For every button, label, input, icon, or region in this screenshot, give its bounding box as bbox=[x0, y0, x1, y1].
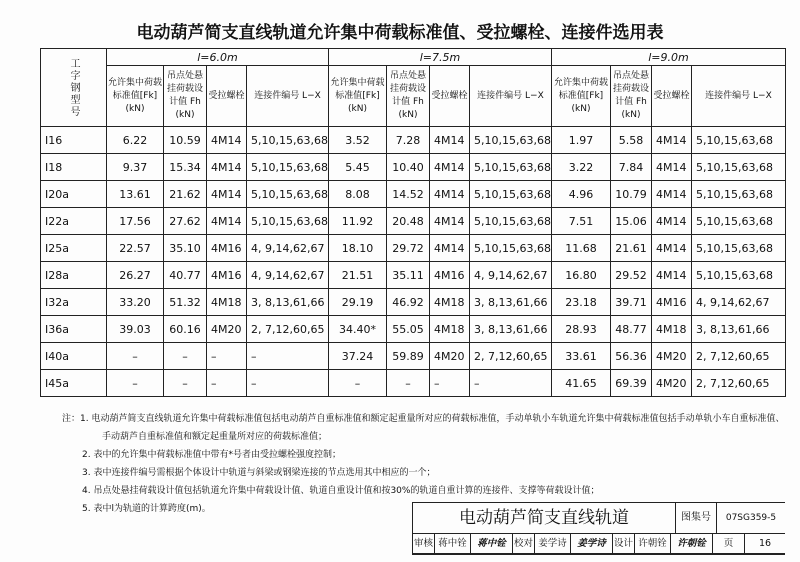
checker-signature: 姜学诗 bbox=[571, 534, 613, 553]
header-sub-2-3: 连接件编号 L−X bbox=[691, 66, 785, 127]
table-cell: 28.93 bbox=[551, 316, 610, 343]
table-cell: 40.77 bbox=[164, 262, 207, 289]
table-cell: 4M14 bbox=[207, 127, 247, 154]
table-cell: 4M16 bbox=[207, 235, 247, 262]
table-cell: 35.10 bbox=[164, 235, 207, 262]
note-1: 1. 电动葫芦简支直线轨道允许集中荷载标准值包括电动葫芦自重标准值和额定起重量所对应的荷载标准值，手动单轨小车轨道允许集中荷载标准值包括手动单轨小车自重标准值、 bbox=[80, 414, 785, 424]
designer-signature: 许朝铨 bbox=[671, 534, 713, 553]
review-label: 审核 bbox=[413, 534, 435, 553]
table-cell: 5,10,15,63,68 bbox=[469, 208, 551, 235]
table-cell: 10.79 bbox=[610, 181, 651, 208]
table-cell: 29.72 bbox=[386, 235, 429, 262]
table-cell: – bbox=[386, 370, 429, 397]
table-cell: – bbox=[107, 370, 164, 397]
table-cell: 27.62 bbox=[164, 208, 207, 235]
table-cell: 41.65 bbox=[551, 370, 610, 397]
header-sub-0-0: 允许集中荷载标准值[Fk](kN) bbox=[107, 66, 164, 127]
table-cell: 4, 9,14,62,67 bbox=[247, 235, 329, 262]
header-sub-2-0: 允许集中荷载标准值[Fk](kN) bbox=[551, 66, 610, 127]
table-cell: – bbox=[429, 370, 469, 397]
table-cell: 15.34 bbox=[164, 154, 207, 181]
table-cell: 4M14 bbox=[651, 208, 691, 235]
table-cell: 4M14 bbox=[207, 208, 247, 235]
checker: 姜学诗 bbox=[535, 534, 571, 553]
table-cell: – bbox=[247, 343, 329, 370]
atlas-number: 07SG359-5 bbox=[717, 503, 785, 534]
table-cell: 14.52 bbox=[386, 181, 429, 208]
table-cell: – bbox=[207, 343, 247, 370]
table-cell: 5.58 bbox=[610, 127, 651, 154]
page-number: 16 bbox=[758, 538, 772, 549]
note-4: 4. 吊点处悬挂荷载设计值包括轨道允许集中荷载设计值、轨道自重设计值和按30%的轨道自重计算的连接件、支撑等荷载设计值； bbox=[82, 486, 600, 496]
table-cell: 46.92 bbox=[386, 289, 429, 316]
table-cell: 22.57 bbox=[107, 235, 164, 262]
table-cell: 13.61 bbox=[107, 181, 164, 208]
table-cell: 4M20 bbox=[651, 370, 691, 397]
table-cell: 51.32 bbox=[164, 289, 207, 316]
table-cell: 10.59 bbox=[164, 127, 207, 154]
note-3: 3. 表中连接件编号需根据个体设计中轨道与斜梁或钢梁连接的节点选用其中相应的一个； bbox=[82, 468, 436, 478]
steel-type-cell: I18 bbox=[41, 154, 107, 181]
table-row bbox=[41, 343, 786, 370]
steel-type-cell: I36a bbox=[41, 316, 107, 343]
table-cell: 2, 7,12,60,65 bbox=[691, 370, 785, 397]
table-cell: 7.84 bbox=[610, 154, 651, 181]
header-span-0: l=6.0m bbox=[107, 49, 329, 66]
reviewer-signature: 蒋中铨 bbox=[471, 534, 513, 553]
table-cell: 26.27 bbox=[107, 262, 164, 289]
table-cell: 56.36 bbox=[610, 343, 651, 370]
table-cell: 3, 8,13,61,66 bbox=[469, 289, 551, 316]
reviewer: 蒋中铨 bbox=[435, 534, 471, 553]
header-sub-1-2: 受拉螺栓 bbox=[429, 66, 469, 127]
table-cell: 5,10,15,63,68 bbox=[691, 181, 785, 208]
header-row-span bbox=[41, 49, 786, 66]
atlas-label: 图集号 bbox=[676, 503, 717, 534]
header-sub-1-1: 吊点处悬挂荷载设计值 Fh (kN) bbox=[386, 66, 429, 127]
table-cell: 5,10,15,63,68 bbox=[247, 208, 329, 235]
table-cell: 4, 9,14,62,67 bbox=[247, 262, 329, 289]
table-cell: 59.89 bbox=[386, 343, 429, 370]
table-cell: 21.61 bbox=[610, 235, 651, 262]
table-cell: – bbox=[207, 370, 247, 397]
table-cell: 2, 7,12,60,65 bbox=[691, 343, 785, 370]
table-cell: 4M14 bbox=[207, 181, 247, 208]
header-sub-0-2: 受拉螺栓 bbox=[207, 66, 247, 127]
table-cell: 4M14 bbox=[651, 262, 691, 289]
table-cell: 4M14 bbox=[429, 235, 469, 262]
table-cell: 5,10,15,63,68 bbox=[691, 127, 785, 154]
table-cell: 5,10,15,63,68 bbox=[691, 235, 785, 262]
table-cell: – bbox=[164, 343, 207, 370]
table-cell: 20.48 bbox=[386, 208, 429, 235]
header-span-2: l=9.0m bbox=[551, 49, 785, 66]
table-cell: 3, 8,13,61,66 bbox=[247, 289, 329, 316]
header-steel-type: 工字钢型号 bbox=[41, 49, 107, 127]
header-sub-2-2: 受拉螺栓 bbox=[651, 66, 691, 127]
header-sub-0-1: 吊点处悬挂荷载设计值 Fh (kN) bbox=[164, 66, 207, 127]
table-cell: 18.10 bbox=[328, 235, 386, 262]
table-cell: 4M14 bbox=[651, 235, 691, 262]
table-cell: 4M14 bbox=[207, 154, 247, 181]
header-sub-0-3: 连接件编号 L−X bbox=[247, 66, 329, 127]
table-cell: – bbox=[164, 370, 207, 397]
table-cell: 5,10,15,63,68 bbox=[469, 235, 551, 262]
table-row bbox=[41, 235, 786, 262]
table-row bbox=[41, 208, 786, 235]
table-cell: 4M18 bbox=[651, 316, 691, 343]
table-cell: 4M20 bbox=[207, 316, 247, 343]
table-cell: 4M14 bbox=[651, 154, 691, 181]
steel-type-cell: I16 bbox=[41, 127, 107, 154]
table-cell: 4M18 bbox=[429, 316, 469, 343]
table-cell: 3.52 bbox=[328, 127, 386, 154]
header-sub-1-3: 连接件编号 L−X bbox=[469, 66, 551, 127]
table-cell: 37.24 bbox=[328, 343, 386, 370]
table-cell: 4.96 bbox=[551, 181, 610, 208]
check-label: 校对 bbox=[513, 534, 535, 553]
table-cell: 6.22 bbox=[107, 127, 164, 154]
table-cell: 3.22 bbox=[551, 154, 610, 181]
header-span-1: l=7.5m bbox=[328, 49, 551, 66]
note-2: 2. 表中的允许集中荷载标准值中带有*号者由受拉螺栓强度控制； bbox=[82, 450, 341, 460]
table-cell: 5,10,15,63,68 bbox=[691, 208, 785, 235]
table-cell: 4M14 bbox=[429, 181, 469, 208]
steel-type-cell: I32a bbox=[41, 289, 107, 316]
table-cell: 21.51 bbox=[328, 262, 386, 289]
table-cell: 11.68 bbox=[551, 235, 610, 262]
table-row bbox=[41, 289, 786, 316]
table-cell: 10.40 bbox=[386, 154, 429, 181]
table-row bbox=[41, 316, 786, 343]
page-label: 页 bbox=[713, 534, 745, 553]
table-cell: 29.19 bbox=[328, 289, 386, 316]
table-cell: 5,10,15,63,68 bbox=[469, 127, 551, 154]
table-cell: 4M14 bbox=[429, 127, 469, 154]
table-cell: 55.05 bbox=[386, 316, 429, 343]
table-cell: 3, 8,13,61,66 bbox=[691, 316, 785, 343]
table-cell: 5,10,15,63,68 bbox=[691, 262, 785, 289]
table-cell: 2, 7,12,60,65 bbox=[469, 343, 551, 370]
table-cell: 8.08 bbox=[328, 181, 386, 208]
table-cell: 17.56 bbox=[107, 208, 164, 235]
header-row-sub bbox=[41, 66, 786, 127]
table-row bbox=[41, 181, 786, 208]
table-cell: – bbox=[247, 370, 329, 397]
steel-type-cell: I40a bbox=[41, 343, 107, 370]
steel-type-cell: I28a bbox=[41, 262, 107, 289]
table-title: 电动葫芦简支直线轨道允许集中荷载标准值、受拉螺栓、连接件选用表 bbox=[136, 23, 664, 43]
table-cell: 5,10,15,63,68 bbox=[247, 127, 329, 154]
header-sub-1-0: 允许集中荷载标准值[Fk](kN) bbox=[328, 66, 386, 127]
table-cell: 2, 7,12,60,65 bbox=[247, 316, 329, 343]
table-cell: 1.97 bbox=[551, 127, 610, 154]
table-cell: 4, 9,14,62,67 bbox=[469, 262, 551, 289]
table-cell: 3, 8,13,61,66 bbox=[469, 316, 551, 343]
table-cell: 21.62 bbox=[164, 181, 207, 208]
table-cell: 23.18 bbox=[551, 289, 610, 316]
table-cell: 4M20 bbox=[651, 343, 691, 370]
table-cell: 5,10,15,63,68 bbox=[247, 181, 329, 208]
selection-table bbox=[40, 48, 786, 397]
table-cell: 35.11 bbox=[386, 262, 429, 289]
table-cell: 7.51 bbox=[551, 208, 610, 235]
table-cell: 29.52 bbox=[610, 262, 651, 289]
steel-type-cell: I20a bbox=[41, 181, 107, 208]
header-sub-2-1: 吊点处悬挂荷载设计值 Fh (kN) bbox=[610, 66, 651, 127]
design-label: 设计 bbox=[613, 534, 635, 553]
table-cell: 48.77 bbox=[610, 316, 651, 343]
table-cell: 4M16 bbox=[207, 262, 247, 289]
table-cell: 33.61 bbox=[551, 343, 610, 370]
table-cell: 5,10,15,63,68 bbox=[247, 154, 329, 181]
steel-type-cell: I25a bbox=[41, 235, 107, 262]
table-cell: 4M18 bbox=[429, 289, 469, 316]
note-1-cont: 手动葫芦自重标准值和额定起重量所对应的荷载标准值； bbox=[102, 432, 328, 442]
notes-label: 注： bbox=[62, 414, 81, 424]
table-cell: 15.06 bbox=[610, 208, 651, 235]
table-cell: – bbox=[469, 370, 551, 397]
table-cell: 33.20 bbox=[107, 289, 164, 316]
table-row bbox=[41, 154, 786, 181]
table-row bbox=[41, 127, 786, 154]
table-cell: 39.03 bbox=[107, 316, 164, 343]
table-cell: 5,10,15,63,68 bbox=[469, 181, 551, 208]
table-cell: 4M16 bbox=[429, 262, 469, 289]
table-cell: 4M14 bbox=[651, 127, 691, 154]
table-row bbox=[41, 262, 786, 289]
table-cell: 4M18 bbox=[207, 289, 247, 316]
table-cell: 16.80 bbox=[551, 262, 610, 289]
title-block bbox=[412, 502, 785, 555]
table-cell: 60.16 bbox=[164, 316, 207, 343]
table-cell: 11.92 bbox=[328, 208, 386, 235]
table-cell: 5.45 bbox=[328, 154, 386, 181]
table-cell: 4M14 bbox=[429, 154, 469, 181]
designer: 许朝铨 bbox=[635, 534, 671, 553]
table-cell: – bbox=[107, 343, 164, 370]
note-5: 5. 表中l为轨道的计算跨度(m)。 bbox=[82, 504, 211, 514]
table-cell: 4M14 bbox=[651, 181, 691, 208]
table-cell: 34.40* bbox=[328, 316, 386, 343]
table-cell: 39.71 bbox=[610, 289, 651, 316]
table-cell: 4M14 bbox=[429, 208, 469, 235]
table-cell: 7.28 bbox=[386, 127, 429, 154]
table-row bbox=[41, 370, 786, 397]
table-cell: 9.37 bbox=[107, 154, 164, 181]
table-cell: 4, 9,14,62,67 bbox=[691, 289, 785, 316]
steel-type-cell: I22a bbox=[41, 208, 107, 235]
table-cell: 4M16 bbox=[651, 289, 691, 316]
table-cell: – bbox=[328, 370, 386, 397]
drawing-name: 电动葫芦简支直线轨道 bbox=[413, 503, 676, 534]
table-cell: 69.39 bbox=[610, 370, 651, 397]
table-cell: 4M20 bbox=[429, 343, 469, 370]
table-cell: 5,10,15,63,68 bbox=[691, 154, 785, 181]
steel-type-cell: I45a bbox=[41, 370, 107, 397]
table-cell: 5,10,15,63,68 bbox=[469, 154, 551, 181]
